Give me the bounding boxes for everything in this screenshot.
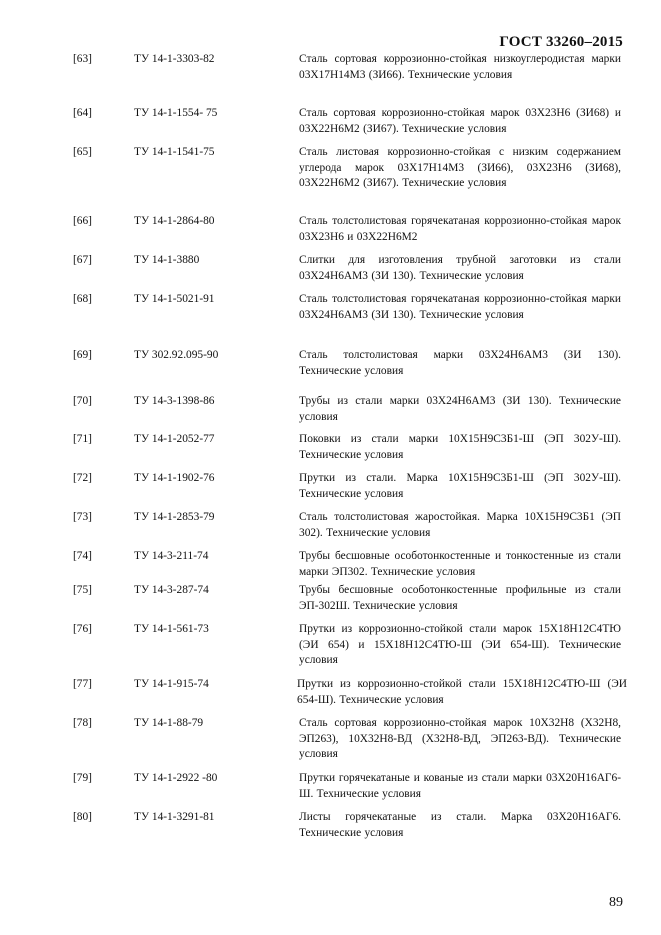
reference-title: Сталь толстолистовая горячекатаная коррозионно-стойкая марки 03Х24Н6АМ3 (ЗИ 130). Технические условия	[299, 293, 621, 321]
page-number: 89	[609, 895, 623, 910]
reference-number: [74]	[73, 550, 92, 562]
reference-code: ТУ 14-1-2853-79	[134, 511, 215, 523]
reference-code: ТУ 14-1-1541-75	[134, 146, 215, 158]
reference-title: Сталь толстолистовая марки 03Х24Н6АМ3 (ЗИ 130). Технические условия	[299, 349, 621, 377]
reference-title: Трубы бесшовные особотонкостенные и тонкостенные из стали марки ЭП302. Технические условия	[299, 550, 621, 578]
reference-code: ТУ 14-1-5021-91	[134, 293, 215, 305]
reference-title: Поковки из стали марки 10Х15Н9С3Б1-Ш (ЭП 302У-Ш). Технические условия	[299, 433, 621, 461]
reference-number: [70]	[73, 395, 92, 407]
reference-code: ТУ 14-1-3880	[134, 254, 200, 266]
reference-number: [66]	[73, 215, 92, 227]
reference-number: [63]	[73, 53, 92, 65]
document-header-standard: ГОСТ 33260–2015	[499, 34, 623, 50]
reference-code: ТУ 14-1-3291-81	[134, 811, 215, 823]
reference-title: Прутки из коррозионно-стойкой стали марок 15Х18Н12С4ТЮ (ЭИ 654) и 15Х18Н12С4ТЮ-Ш (ЭИ 654-Ш). Технические условия	[299, 623, 621, 667]
reference-title: Слитки для изготовления трубной заготовки из стали 03Х24Н6АМ3 (ЗИ 130). Технические условия	[299, 254, 621, 282]
reference-number: [64]	[73, 107, 92, 119]
reference-code: ТУ 14-1-561-73	[134, 623, 209, 635]
reference-number: [68]	[73, 293, 92, 305]
reference-number: [77]	[73, 678, 92, 690]
reference-code: ТУ 14-3-211-74	[134, 550, 209, 562]
reference-number: [79]	[73, 772, 92, 784]
reference-code: ТУ 14-1-3303-82	[134, 53, 215, 65]
reference-code: ТУ 14-1-1902-76	[134, 472, 215, 484]
reference-number: [72]	[73, 472, 92, 484]
reference-title: Прутки горячекатаные и кованые из стали марки 03Х20Н16АГ6-Ш. Технические условия	[299, 772, 621, 800]
reference-code: ТУ 14-1-2864-80	[134, 215, 215, 227]
reference-title: Листы горячекатаные из стали. Марка 03Х20Н16АГ6. Технические условия	[299, 811, 621, 839]
reference-number: [80]	[73, 811, 92, 823]
reference-number: [67]	[73, 254, 92, 266]
reference-number: [69]	[73, 349, 92, 361]
reference-code: ТУ 14-1-2052-77	[134, 433, 215, 445]
reference-number: [76]	[73, 623, 92, 635]
reference-title: Трубы бесшовные особотонкостенные профильные из стали ЭП-302Ш. Технические условия	[299, 584, 621, 612]
reference-code: ТУ 14-1-1554- 75	[134, 107, 218, 119]
reference-code: ТУ 14-1-915-74	[134, 678, 209, 690]
reference-number: [75]	[73, 584, 92, 596]
reference-title: Сталь толстолистовая жаростойкая. Марка 10Х15Н9С3Б1 (ЭП 302). Технические условия	[299, 511, 621, 539]
reference-title: Прутки из стали. Марка 10Х15Н9С3Б1-Ш (ЭП 302У-Ш). Технические условия	[299, 472, 621, 500]
reference-code: ТУ 302.92.095-90	[134, 349, 219, 361]
reference-title: Трубы из стали марки 03Х24Н6АМ3 (ЗИ 130). Технические условия	[299, 395, 621, 423]
reference-title: Сталь толстолистовая горячекатаная коррозионно-стойкая марок 03Х23Н6 и 03Х22Н6М2	[299, 215, 621, 243]
reference-title: Сталь листовая коррозионно-стойкая с низким содержанием углерода марок 03Х17Н14М3 (ЗИ66), 03Х23Н6 (ЗИ68), 03Х22Н6М2 (ЗИ67). Технические условия	[299, 146, 621, 190]
reference-code: ТУ 14-3-1398-86	[134, 395, 215, 407]
reference-title: Сталь сортовая коррозионно-стойкая марок 03Х23Н6 (ЗИ68) и 03Х22Н6М2 (ЗИ67). Технические условия	[299, 107, 621, 135]
reference-title: Сталь сортовая коррозионно-стойкая низкоуглеродистая марки 03Х17Н14М3 (ЗИ66). Технические условия	[299, 53, 621, 81]
reference-code: ТУ 14-1-88-79	[134, 717, 204, 729]
reference-title: Прутки из коррозионно-стойкой стали 15Х18Н12С4ТЮ-Ш (ЭИ 654-Ш). Технические условия	[297, 678, 627, 706]
reference-code: ТУ 14-1-2922 -80	[134, 772, 218, 784]
reference-number: [78]	[73, 717, 92, 729]
reference-number: [65]	[73, 146, 92, 158]
reference-title: Сталь сортовая коррозионно-стойкая марок 10Х32Н8 (Х32Н8, ЭП263), 10Х32Н8-ВД (Х32Н8-ВД, ЭП263-ВД). Технические условия	[299, 717, 621, 761]
reference-number: [73]	[73, 511, 92, 523]
reference-code: ТУ 14-3-287-74	[134, 584, 209, 596]
reference-number: [71]	[73, 433, 92, 445]
